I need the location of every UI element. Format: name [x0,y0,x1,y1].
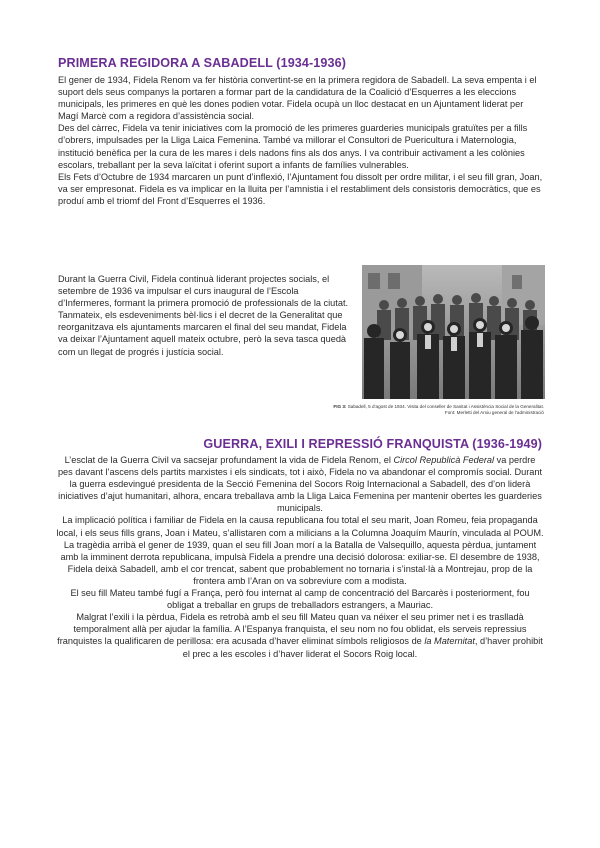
section2-paragraph-2: La implicació política i familiar de Fidela en la causa republicana fou total el seu marit, Joan Romeu, feia propaganda local, i els seus fills grans, Joan i Mateu, s’allistaren com a milicians a la Columna Joaquím Maurín, vinculada al POUM. La tragèdia arribà el gener de 1939, quan el seu fill Joan morí a la Batalla de Valsequillo, aquesta pèrdua, juntament amb la imminent derrota republicana, impulsà Fidela a prendre una decisió dolorosa: exiliar-se. El desembre de 1938, Fidela deixà Sabadell, amb el cor trencat, sabent que probablement no tornaria i s’instal·là a Montrejau, prop de la frontera amb l’Aran on va sobreviure com a modista. [56,515,544,586]
section1-paragraph-3: Els Fets d’Octubre de 1934 marcaren un punt d’inflexió, l’Ajuntament fou dissolt per ordre militar, i el seu fill gran, Joan, va ser empresonat. Fidela es va implicar en la lluita per l’amnistia i el restabliment dels consistoris democràtics, que es produí amb el triomf del Front d’Esquerres el 1936. [58,171,543,206]
section1-paragraph-1: El gener de 1934, Fidela Renom va fer història convertint-se en la primera regidora de Sabadell. La seva empenta i el suport dels seus companys la portaren a formar part de la candidatura de la Coalició d’Esquerres a les eleccions municipals, les primeres en què les dones podien votar. Fidela ocupà un lloc destacat en un Ajuntament liderat per Magí Marcè com a regidora d’assistència social. [58,75,537,122]
section2-paragraph-3: El seu fill Mateu també fugí a França, però fou internat al camp de concentració del Barcarès i posteriorment, fou obligat a treballar en grups de treballadors estrangers, a Mauriac. [70,588,530,611]
section2-paragraph-4 [56,611,544,659]
figure-source: Font: Merletti del Arxiu general de l’administració [444,410,544,416]
section2-paragraph-1 [56,454,544,514]
section1-paragraph-2: Des del càrrec, Fidela va tenir iniciatives com la promoció de les primeres guarderies municipals gratuïtes per a fills d’obrers, impulsades per la Lliga Laica Femenina. També va millorar el Consultori de Puericultura i Maternologia, institució benèfica per la cura de les mares i dels nadons fins als dos anys. I va contribuir activament a les colònies escolars, treballant per la seva laïcitat i oferint suport a infants de famílies vulnerables. [58,123,528,170]
section2-body [56,454,544,660]
group-photo-illustration [362,265,545,399]
section-title-guerra-exili: GUERRA, EXILI I REPRESSIÓ FRANQUISTA (1936-1949) [203,437,542,451]
circol-republica-federal: Circol Republicà Federal [393,455,495,465]
section2-p1-text-a: L’esclat de la Guerra Civil va sacsejar profundament la vida de Fidela Renom, el [64,455,394,465]
historical-photo [362,265,545,399]
figure-caption-text: Sabadell, 5 d’agost de 1934. Visita del conseller de Sanitat i Assistència Social de la Generalitat. [347,404,544,409]
figure-label: FIG 3: [333,404,347,409]
section1-paragraph-4: Durant la Guerra Civil, Fidela continuà liderant projectes socials, el setembre de 1936 va impulsar el curs inaugural de l’Escola d’Infermeres, formant la primera promoció de professionals de la ciutat. Tanmateix, els esdeveniments bèl·lics i el decret de la Generalitat que reorganitzava els ajuntaments marcaren el final del seu mandat, Fidela va deixar l’Ajuntament aquell mateix octubre, però la seva tasca quedà com un llegat de progrés i justícia social. [58,274,349,357]
section1-body [58,74,544,207]
section2-p4-text-b: , d’haver prohibit el prec a les escoles i d’haver liderat el Socors Roig local. [182,636,543,659]
section-title-primera-regidora: PRIMERA REGIDORA A SABADELL (1934-1936) [58,56,347,70]
section2-p1-text-b: va perdre pes davant l’ascens dels partits marxistes i els sindicats, tot i això, Fidela no va abandonar el compromís social. Durant la guerra esdevingué presidenta de la Secció Femenina del Socors Roig Internacional a Sabadell, des d’on liderà iniciatives d’ajut humanitari, alhora, encara treballava amb la Lliga Laica Femenina per mantenir obertes les guarderies municipals. [57,455,543,514]
section2-p4-text-a: Malgrat l’exili i la pèrdua, Fidela es retrobà amb el seu fill Mateu quan va néixer el seu primer net i es traslladà temporalment allà per ajudar la família. A l’Espanya franquista, el seu nom no fou oblidat, els serveis repressius franquistes la qualificaren de perillosa: era acusada d’haver eliminat símbols religiosos de [57,612,527,647]
figure-caption [244,404,544,416]
la-maternitat: la Maternitat [424,636,475,647]
